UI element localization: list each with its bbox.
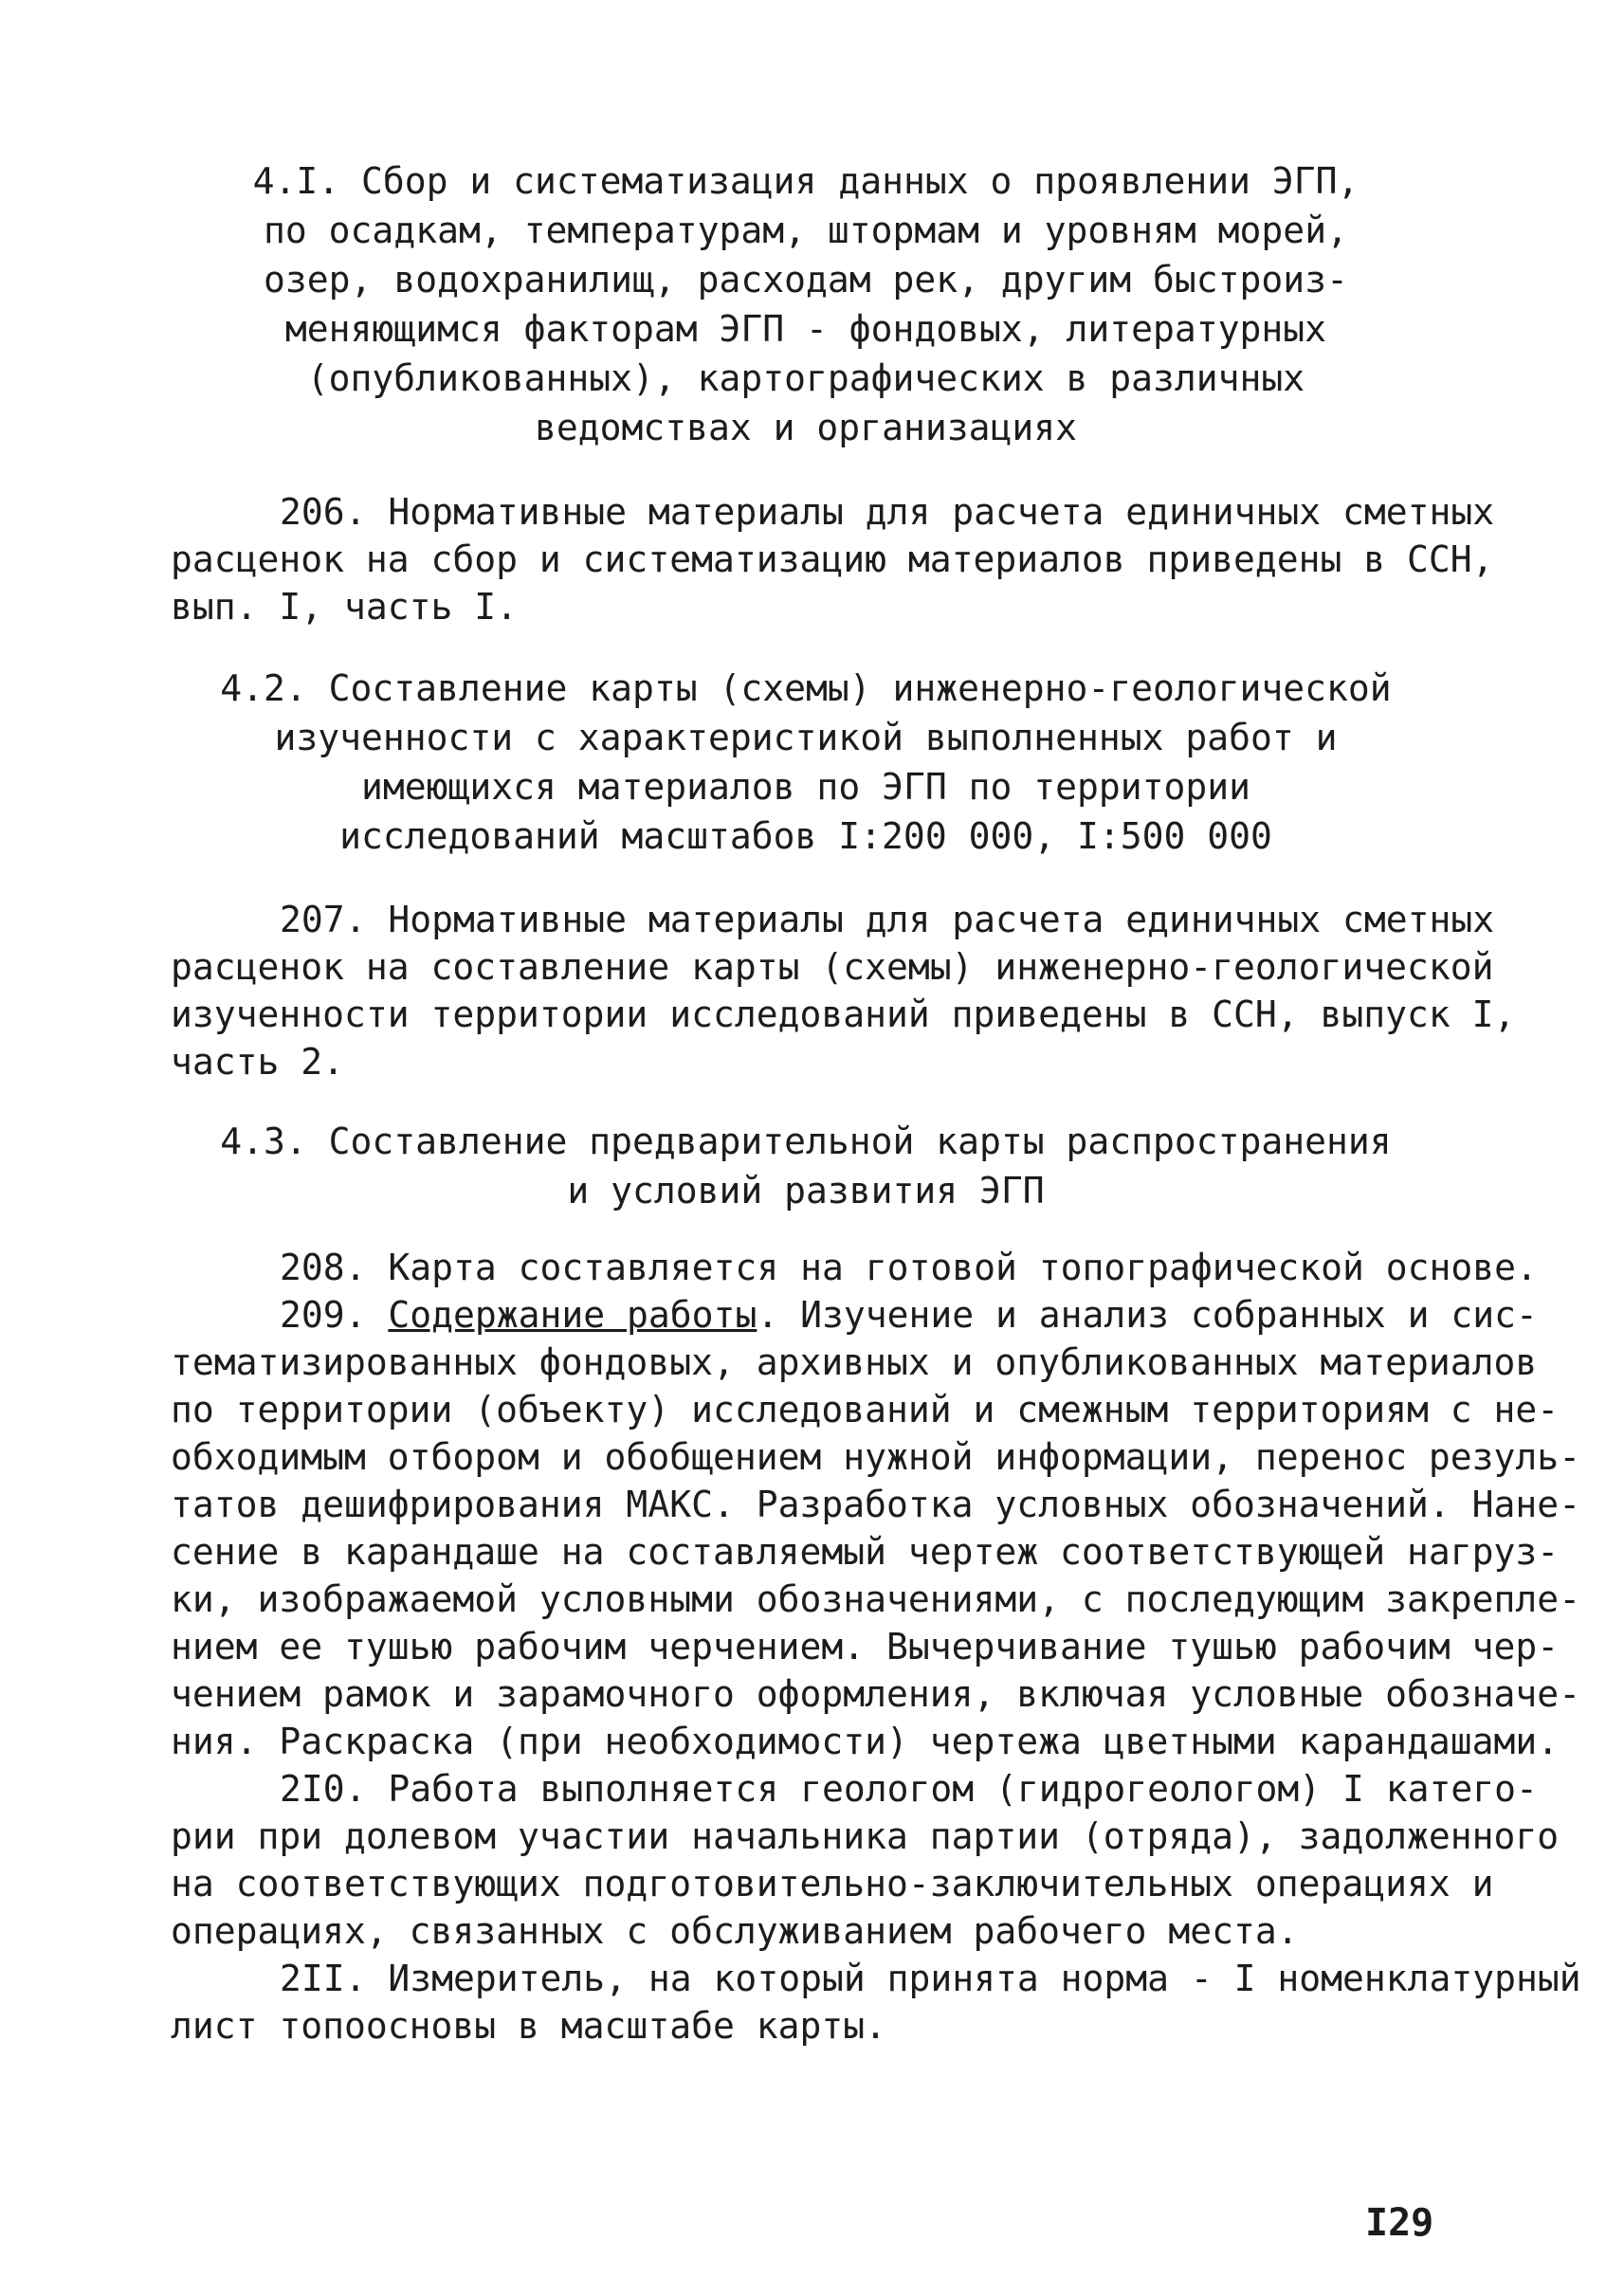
heading-line: озер, водохранилищ, расходам рек, другим быстроиз- [264,259,1348,301]
paragraph-206 [171,488,1495,630]
paragraph-211-first-line: 2II. Измеритель, на который принята норма - I номенклатурный [280,1958,1581,1999]
paragraph-209-first-line [171,1291,1538,1339]
section-heading-4-3 [142,1117,1469,1215]
paragraph-line: часть 2. [171,1041,345,1083]
paragraph-209-underlined-title: Содержание работы [388,1294,757,1336]
heading-line: ведомствах и организациях [535,407,1077,448]
paragraph-207 [171,896,1516,1085]
paragraph-line: чением рамок и зарамочного оформления, включая условные обозначе- [171,1673,1581,1715]
heading-line: по осадкам, температурам, штормам и уровням морей, [264,210,1348,251]
paragraph-line: ки, изображаемой условными обозначениями, с последующим закрепле- [171,1578,1581,1620]
section-heading-4-1 [142,156,1469,452]
paragraph-block-208-211 [171,1244,1581,2050]
heading-line: и условий развития ЭГП [567,1170,1045,1212]
paragraph-line: лист топоосновы в масштабе карты. [171,2005,886,2047]
paragraph-line: ния. Раскраска (при необходимости) чертежа цветными карандашами. [171,1721,1560,1762]
heading-line: исследований масштабов I:200 000, I:500 000 [339,815,1272,857]
paragraph-line: операциях, связанных с обслуживанием рабочего места. [171,1910,1299,1952]
heading-line: меняющимся факторам ЭГП - фондовых, литературных [284,308,1327,350]
section-heading-4-2 [142,664,1469,861]
paragraph-line: тематизированных фондовых, архивных и опубликованных материалов [171,1341,1538,1383]
paragraph-line: татов дешифрирования МАКС. Разработка условных обозначений. Нане- [171,1484,1581,1525]
paragraph-line: нием ее тушью рабочим черчением. Вычерчивание тушью рабочим чер- [171,1626,1560,1667]
heading-line: изученности с характеристикой выполненных работ и [274,717,1338,758]
paragraph-line: сение в карандаше на составляемый чертеж соответствующей нагруз- [171,1531,1560,1573]
paragraph-line: расценок на составление карты (схемы) инженерно-геологической [171,946,1494,988]
paragraph-line: изученности территории исследований приведены в ССН, выпуск I, [171,993,1516,1035]
paragraph-line: 207. Нормативные материалы для расчета единичных сметных [280,899,1495,940]
paragraph-line: 206. Нормативные материалы для расчета единичных сметных [280,491,1495,533]
paragraph-210-first-line: 2I0. Работа выполняется геологом (гидрогеологом) I катего- [280,1768,1538,1810]
paragraph-line: вып. I, часть I. [171,586,519,628]
heading-line: имеющихся материалов по ЭГП по территории [361,766,1250,808]
page-number: I29 [1365,2201,1434,2245]
heading-line: 4.I. Сбор и систематизация данных о проявлении ЭГП, [252,160,1359,202]
heading-line: (опубликованных), картографических в различных [306,357,1305,399]
paragraph-209-first-rest: . Изучение и анализ собранных и сис- [757,1294,1538,1336]
paragraph-line: по территории (объекту) исследований и смежным территориям с не- [171,1389,1560,1430]
paragraph-209-number: 209. [280,1294,389,1336]
paragraph-line: рии при долевом участии начальника партии (отряда), задолженного [171,1815,1560,1857]
paragraph-line: на соответствующих подготовительно-заключительных операциях и [171,1863,1494,1904]
paragraph-208: 208. Карта составляется на готовой топографической основе. [280,1247,1538,1288]
paragraph-line: обходимым отбором и обобщением нужной информации, перенос резуль- [171,1436,1581,1478]
heading-line: 4.3. Составление предварительной карты распространения [220,1121,1392,1162]
paragraph-line: расценок на сбор и систематизацию материалов приведены в ССН, [171,538,1494,580]
heading-line: 4.2. Составление карты (схемы) инженерно-геологической [220,667,1392,709]
